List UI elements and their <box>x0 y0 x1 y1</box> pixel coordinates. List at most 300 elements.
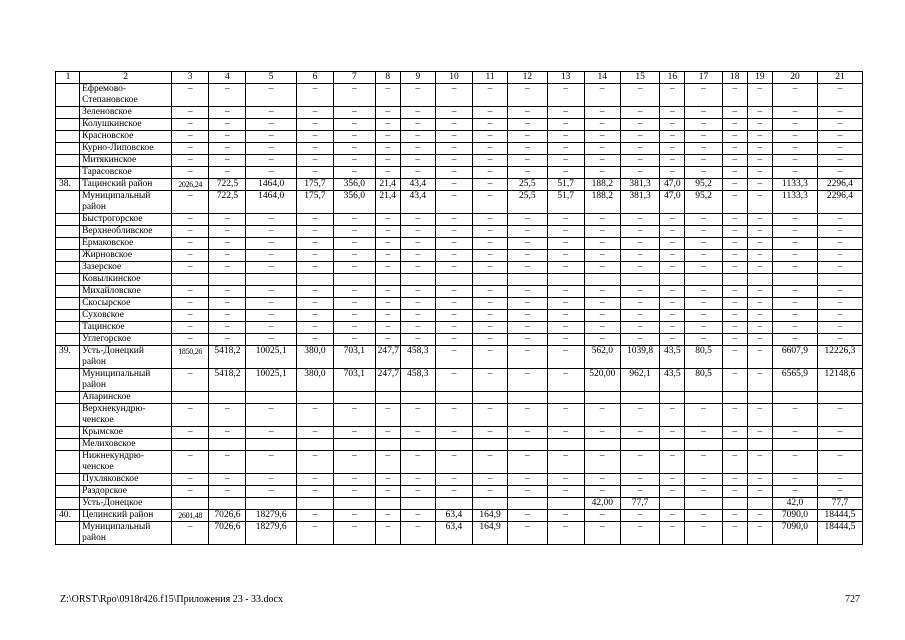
table-cell: – <box>508 250 547 262</box>
row-number <box>56 191 80 214</box>
table-cell: – <box>209 286 246 298</box>
table-row <box>56 286 863 298</box>
table-cell: – <box>375 107 400 119</box>
column-header: 21 <box>817 72 862 84</box>
table-cell: – <box>660 84 685 107</box>
table-row <box>56 392 863 404</box>
table-cell: – <box>722 155 747 167</box>
table-cell <box>334 392 376 404</box>
table-cell: – <box>660 143 685 155</box>
table-cell: – <box>773 404 818 427</box>
table-cell: – <box>508 107 547 119</box>
table-cell: – <box>773 119 818 131</box>
table-cell <box>747 498 772 510</box>
table-cell: – <box>620 474 659 486</box>
table-cell: – <box>473 143 508 155</box>
table-cell: 43,5 <box>660 346 685 369</box>
table-cell: 175,7 <box>296 191 333 214</box>
table-cell <box>473 274 508 286</box>
table-cell: – <box>584 107 620 119</box>
table-cell: – <box>773 214 818 226</box>
table-cell: – <box>334 522 376 545</box>
table-cell: – <box>620 167 659 179</box>
column-header: 2 <box>80 72 172 84</box>
table-cell: – <box>547 119 584 131</box>
table-cell: – <box>209 262 246 274</box>
table-cell: – <box>246 250 296 262</box>
row-number <box>56 131 80 143</box>
table-cell: – <box>817 167 862 179</box>
table-cell: – <box>547 131 584 143</box>
table-cell: – <box>817 451 862 474</box>
table-cell: – <box>773 143 818 155</box>
table-cell: – <box>508 334 547 346</box>
table-cell: – <box>817 226 862 238</box>
table-cell <box>172 274 209 286</box>
table-cell: – <box>547 167 584 179</box>
table-cell: – <box>375 451 400 474</box>
row-number <box>56 286 80 298</box>
table-cell: – <box>584 474 620 486</box>
table-cell: – <box>246 238 296 250</box>
municipality-name: Апаринское <box>80 392 172 404</box>
table-row <box>56 310 863 322</box>
table-row <box>56 167 863 179</box>
table-cell: – <box>584 334 620 346</box>
table-cell: – <box>620 334 659 346</box>
table-cell: – <box>172 427 209 439</box>
column-header: 14 <box>584 72 620 84</box>
table-cell: – <box>584 404 620 427</box>
table-cell: – <box>547 334 584 346</box>
table-cell <box>473 439 508 451</box>
table-cell: – <box>209 131 246 143</box>
table-cell: – <box>334 310 376 322</box>
municipality-name: Суховское <box>80 310 172 322</box>
table-cell <box>660 439 685 451</box>
column-header: 17 <box>685 72 722 84</box>
table-cell: – <box>584 167 620 179</box>
table-cell: – <box>508 143 547 155</box>
table-cell: – <box>473 322 508 334</box>
table-cell: 381,3 <box>620 191 659 214</box>
table-cell: 80,5 <box>685 346 722 369</box>
table-cell: – <box>747 451 772 474</box>
table-cell: – <box>685 119 722 131</box>
table-cell: – <box>660 238 685 250</box>
table-cell: – <box>246 427 296 439</box>
table-cell: – <box>296 226 333 238</box>
table-cell: – <box>685 286 722 298</box>
municipality-name: Усть-Донецкое <box>80 498 172 510</box>
column-header: 8 <box>375 72 400 84</box>
column-header: 20 <box>773 72 818 84</box>
table-cell: – <box>400 131 435 143</box>
table-cell: 95,2 <box>685 179 722 191</box>
table-cell: – <box>817 322 862 334</box>
table-cell: – <box>246 84 296 107</box>
table-cell: – <box>508 155 547 167</box>
municipality-name: Ефремово-Степановское <box>80 84 172 107</box>
table-cell: 356,0 <box>334 179 376 191</box>
table-cell: 21,4 <box>375 191 400 214</box>
municipality-name: Колушкинское <box>80 119 172 131</box>
table-cell: – <box>747 167 772 179</box>
table-cell: – <box>547 84 584 107</box>
table-cell: – <box>400 119 435 131</box>
table-cell: 63,4 <box>435 510 472 522</box>
table-cell: – <box>473 486 508 498</box>
table-cell: – <box>747 107 772 119</box>
table-cell: – <box>435 404 472 427</box>
table-cell: – <box>620 451 659 474</box>
table-cell: – <box>773 107 818 119</box>
table-cell: – <box>722 238 747 250</box>
table-cell: – <box>435 226 472 238</box>
table-cell: – <box>400 214 435 226</box>
column-header: 6 <box>296 72 333 84</box>
table-cell: – <box>620 262 659 274</box>
table-cell <box>172 392 209 404</box>
table-cell: 18279,6 <box>246 510 296 522</box>
table-cell: 43,4 <box>400 179 435 191</box>
table-cell: – <box>722 369 747 392</box>
column-header: 9 <box>400 72 435 84</box>
table-cell: – <box>685 334 722 346</box>
table-cell: – <box>296 486 333 498</box>
table-cell: – <box>747 226 772 238</box>
table-cell: – <box>172 226 209 238</box>
table-cell: – <box>584 238 620 250</box>
table-cell <box>547 274 584 286</box>
table-row <box>56 346 863 369</box>
table-cell: – <box>722 298 747 310</box>
table-cell: – <box>334 451 376 474</box>
table-cell: – <box>296 451 333 474</box>
table-cell: 5418,2 <box>209 369 246 392</box>
table-cell: 520,00 <box>584 369 620 392</box>
table-cell: – <box>547 404 584 427</box>
table-row <box>56 451 863 474</box>
table-cell <box>375 274 400 286</box>
row-number: 38. <box>56 179 80 191</box>
table-cell: – <box>435 451 472 474</box>
table-cell: – <box>246 486 296 498</box>
table-cell: – <box>296 334 333 346</box>
table-cell: – <box>747 404 772 427</box>
table-cell: – <box>508 310 547 322</box>
table-row <box>56 107 863 119</box>
table-cell: – <box>473 298 508 310</box>
table-cell <box>400 498 435 510</box>
table-cell <box>773 274 818 286</box>
table-cell: – <box>473 226 508 238</box>
table-cell <box>172 498 209 510</box>
municipality-name: Верхнеобливское <box>80 226 172 238</box>
table-cell <box>747 274 772 286</box>
row-number <box>56 119 80 131</box>
table-cell: – <box>660 167 685 179</box>
table-cell: – <box>722 346 747 369</box>
municipality-name: Ковылкинское <box>80 274 172 286</box>
table-cell: – <box>400 522 435 545</box>
row-number <box>56 155 80 167</box>
table-cell: – <box>547 522 584 545</box>
table-cell: 380,0 <box>296 346 333 369</box>
municipality-name: Усть-Донецкий район <box>80 346 172 369</box>
table-cell: – <box>508 262 547 274</box>
table-cell: – <box>547 262 584 274</box>
table-cell: – <box>547 155 584 167</box>
table-cell <box>435 392 472 404</box>
table-cell: – <box>773 226 818 238</box>
row-number <box>56 143 80 155</box>
table-cell: – <box>660 522 685 545</box>
table-cell: – <box>400 107 435 119</box>
table-cell: – <box>172 286 209 298</box>
table-cell: – <box>375 167 400 179</box>
table-cell: 77,7 <box>817 498 862 510</box>
table-cell: – <box>817 155 862 167</box>
column-header: 10 <box>435 72 472 84</box>
table-cell <box>246 498 296 510</box>
row-number <box>56 226 80 238</box>
table-cell: – <box>246 143 296 155</box>
table-cell: – <box>508 510 547 522</box>
table-cell: 7026,6 <box>209 522 246 545</box>
municipality-name: Тацинский район <box>80 179 172 191</box>
table-cell <box>296 392 333 404</box>
table-cell: – <box>435 310 472 322</box>
table-cell: – <box>685 404 722 427</box>
table-cell: – <box>473 131 508 143</box>
table-cell: – <box>375 310 400 322</box>
table-cell: – <box>435 298 472 310</box>
table-cell: – <box>296 522 333 545</box>
table-cell: – <box>547 346 584 369</box>
table-cell: – <box>817 298 862 310</box>
table-cell: – <box>209 84 246 107</box>
table-cell: 42,0 <box>773 498 818 510</box>
table-cell: – <box>660 404 685 427</box>
row-number <box>56 250 80 262</box>
table-cell: – <box>685 510 722 522</box>
table-cell: – <box>584 131 620 143</box>
footer-file-path: Z:\ORST\Rpo\0918r426.f15\Приложения 23 - 33.docx <box>60 594 283 605</box>
table-cell: – <box>400 486 435 498</box>
table-cell <box>334 439 376 451</box>
table-cell: – <box>685 155 722 167</box>
table-cell <box>547 392 584 404</box>
table-cell: – <box>246 322 296 334</box>
table-cell: – <box>817 286 862 298</box>
table-cell: – <box>473 119 508 131</box>
table-cell: – <box>660 214 685 226</box>
table-row <box>56 119 863 131</box>
table-cell: – <box>620 510 659 522</box>
table-cell: 47,0 <box>660 179 685 191</box>
table-cell: – <box>400 298 435 310</box>
table-cell: – <box>473 167 508 179</box>
row-number <box>56 262 80 274</box>
row-number <box>56 107 80 119</box>
table-cell: 164,9 <box>473 510 508 522</box>
table-cell: – <box>246 474 296 486</box>
data-table <box>55 71 863 545</box>
table-cell <box>435 274 472 286</box>
table-cell: – <box>722 262 747 274</box>
table-cell: – <box>334 334 376 346</box>
table-cell: – <box>473 179 508 191</box>
table-cell: – <box>375 131 400 143</box>
table-cell: 1133,3 <box>773 179 818 191</box>
table-cell: 51,7 <box>547 179 584 191</box>
table-cell: – <box>685 250 722 262</box>
table-cell: – <box>172 522 209 545</box>
table-row <box>56 334 863 346</box>
table-cell: – <box>296 322 333 334</box>
table-cell <box>209 439 246 451</box>
table-cell: – <box>747 191 772 214</box>
table-cell <box>400 439 435 451</box>
municipality-name: Пухляковское <box>80 474 172 486</box>
table-cell: – <box>209 486 246 498</box>
table-cell: – <box>400 250 435 262</box>
table-cell: – <box>747 322 772 334</box>
table-cell <box>685 392 722 404</box>
table-cell <box>246 274 296 286</box>
table-cell: – <box>773 474 818 486</box>
table-cell: 188,2 <box>584 191 620 214</box>
municipality-name: Михайловское <box>80 286 172 298</box>
table-cell: – <box>172 131 209 143</box>
table-cell: 10025,1 <box>246 346 296 369</box>
table-cell: 247,7 <box>375 369 400 392</box>
table-cell: – <box>209 155 246 167</box>
table-cell: – <box>296 427 333 439</box>
table-cell: – <box>435 346 472 369</box>
table-cell: – <box>547 107 584 119</box>
column-header: 15 <box>620 72 659 84</box>
municipality-name: Мелиховское <box>80 439 172 451</box>
table-cell: – <box>685 310 722 322</box>
table-cell: – <box>685 427 722 439</box>
table-cell: 381,3 <box>620 179 659 191</box>
table-cell: – <box>209 427 246 439</box>
table-cell: – <box>584 250 620 262</box>
table-row <box>56 250 863 262</box>
table-cell: – <box>435 286 472 298</box>
table-cell: – <box>375 322 400 334</box>
table-cell: – <box>296 143 333 155</box>
table-cell <box>620 392 659 404</box>
table-cell: 12148,6 <box>817 369 862 392</box>
table-cell: 2296,4 <box>817 179 862 191</box>
table-cell: 380,0 <box>296 369 333 392</box>
table-cell: – <box>296 310 333 322</box>
municipality-name: Нижнекундрю-ченское <box>80 451 172 474</box>
table-cell: – <box>246 131 296 143</box>
table-cell: – <box>172 262 209 274</box>
table-cell: – <box>547 226 584 238</box>
table-cell: – <box>209 250 246 262</box>
row-number <box>56 310 80 322</box>
table-row <box>56 191 863 214</box>
table-cell: – <box>620 250 659 262</box>
table-cell: 247,7 <box>375 346 400 369</box>
table-cell: 703,1 <box>334 346 376 369</box>
municipality-name: Красновское <box>80 131 172 143</box>
table-cell <box>547 498 584 510</box>
table-cell: – <box>375 286 400 298</box>
table-cell: 42,00 <box>584 498 620 510</box>
table-cell: – <box>773 84 818 107</box>
table-cell: – <box>660 262 685 274</box>
table-row <box>56 474 863 486</box>
table-cell <box>375 392 400 404</box>
row-number <box>56 486 80 498</box>
table-cell <box>296 439 333 451</box>
table-cell: – <box>508 322 547 334</box>
table-cell: 25,5 <box>508 191 547 214</box>
table-row <box>56 262 863 274</box>
column-header: 4 <box>209 72 246 84</box>
table-cell: – <box>620 404 659 427</box>
table-cell: – <box>508 286 547 298</box>
table-cell: – <box>508 131 547 143</box>
table-cell: – <box>620 298 659 310</box>
table-cell: – <box>722 84 747 107</box>
table-cell: – <box>817 84 862 107</box>
table-cell: – <box>246 226 296 238</box>
table-cell: – <box>722 522 747 545</box>
municipality-name: Целинский район <box>80 510 172 522</box>
column-header: 11 <box>473 72 508 84</box>
row-number <box>56 474 80 486</box>
table-cell: – <box>508 119 547 131</box>
table-cell: – <box>400 155 435 167</box>
table-cell <box>296 498 333 510</box>
table-cell: 175,7 <box>296 179 333 191</box>
table-cell: – <box>172 486 209 498</box>
table-cell: – <box>435 191 472 214</box>
column-header: 7 <box>334 72 376 84</box>
row-number <box>56 167 80 179</box>
table-cell: 7090,0 <box>773 510 818 522</box>
table-cell: – <box>685 474 722 486</box>
table-cell: – <box>817 334 862 346</box>
table-cell: 722,5 <box>209 179 246 191</box>
table-cell <box>620 274 659 286</box>
table-row <box>56 427 863 439</box>
column-header: 13 <box>547 72 584 84</box>
table-cell: – <box>817 310 862 322</box>
table-cell: – <box>584 510 620 522</box>
table-cell: – <box>435 84 472 107</box>
table-cell <box>722 274 747 286</box>
table-cell: – <box>722 214 747 226</box>
row-number <box>56 392 80 404</box>
municipality-name: Жирновское <box>80 250 172 262</box>
table-cell: – <box>547 510 584 522</box>
table-cell: – <box>375 404 400 427</box>
column-header: 19 <box>747 72 772 84</box>
table-cell: 43,5 <box>660 369 685 392</box>
table-cell: 7090,0 <box>773 522 818 545</box>
table-cell: – <box>296 286 333 298</box>
table-cell: 51,7 <box>547 191 584 214</box>
table-cell <box>209 274 246 286</box>
